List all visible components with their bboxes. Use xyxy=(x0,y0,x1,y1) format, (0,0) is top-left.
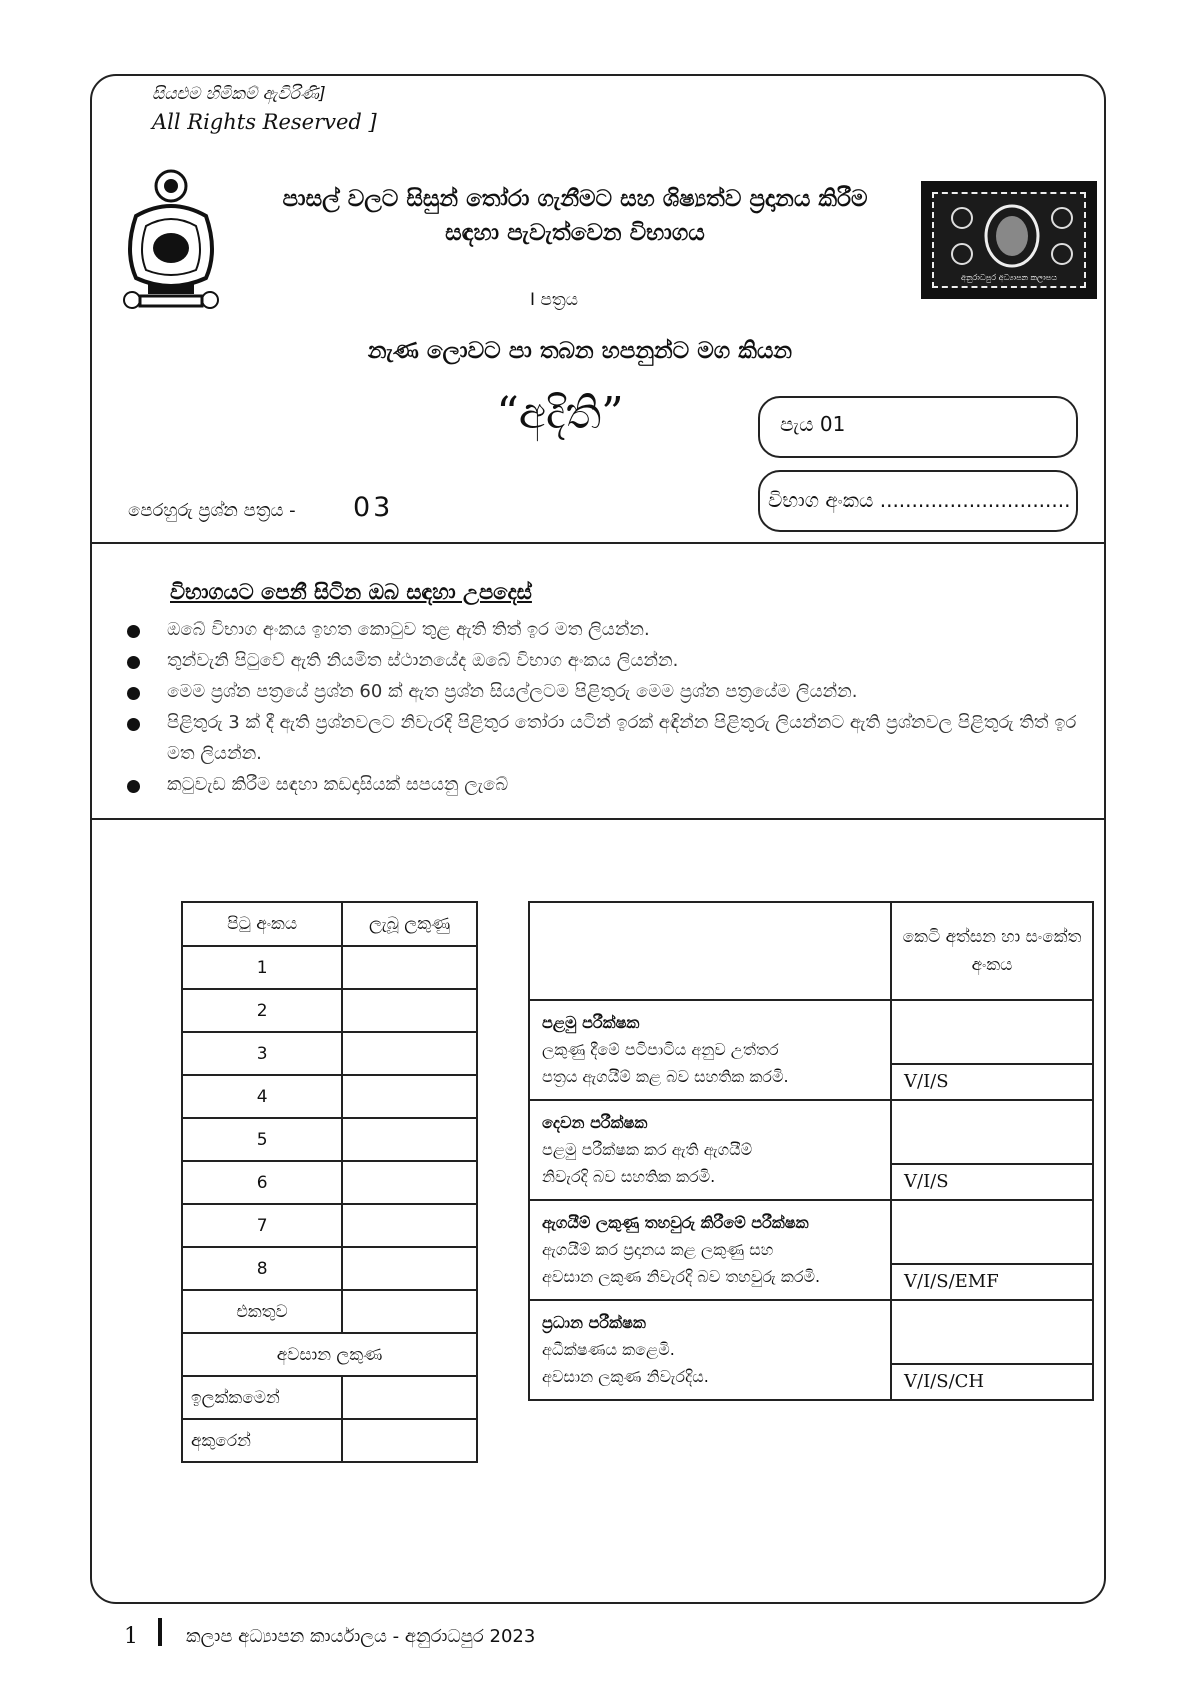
table-row xyxy=(182,1333,477,1376)
bullet-icon xyxy=(127,687,140,700)
page-number-cell: 2 xyxy=(182,989,342,1032)
column-header-marks: ලැබූ ලකුණු xyxy=(342,902,477,946)
symbol-code: V/I/S/CH xyxy=(891,1364,1093,1400)
examiner-line: ලකුණු දීමේ පටිපාටිය අනුව උත්තර xyxy=(542,1040,779,1059)
examiner-line: පළමු පරීක්ෂක කර ඇති ඇගයීම් xyxy=(542,1140,753,1159)
table-row xyxy=(529,1300,1093,1364)
list-item xyxy=(125,676,1085,707)
marks-cell[interactable] xyxy=(342,1075,477,1118)
bullet-icon xyxy=(127,718,140,731)
examiner-title: දෙවන පරීක්ෂක xyxy=(542,1113,648,1132)
examiner-line: ඇගයීම් කර ප්‍රදානය කළ ලකුණු සහ xyxy=(542,1240,774,1259)
examiner-line: අවසාන ලකුණ නිවැරදිය. xyxy=(542,1367,709,1386)
page-number-cell: 3 xyxy=(182,1032,342,1075)
marks-cell[interactable] xyxy=(342,1032,477,1075)
in-numbers-cell[interactable] xyxy=(342,1376,477,1419)
brand-title: “අදිති” xyxy=(496,388,624,439)
total-label: එකතුව xyxy=(182,1290,342,1333)
table-row xyxy=(182,1204,477,1247)
examiner-desc xyxy=(529,1100,891,1200)
divider xyxy=(90,818,1106,820)
table-row xyxy=(182,1290,477,1333)
bullet-icon xyxy=(127,780,140,793)
examiner-line: නිවැරදි බව සහතික කරමි. xyxy=(542,1167,716,1186)
model-paper-label: පෙරහුරු ප්‍රශ්න පත්‍රය - xyxy=(128,500,296,521)
page-number-cell: 4 xyxy=(182,1075,342,1118)
marks-cell[interactable] xyxy=(342,946,477,989)
marks-cell[interactable] xyxy=(342,1118,477,1161)
paper-number: I පත්‍රය xyxy=(530,290,578,310)
table-row xyxy=(182,1032,477,1075)
table-row xyxy=(182,1075,477,1118)
examiner-table xyxy=(528,901,1094,1401)
exam-title-line1: පාසල් වලට සිසුන් තෝරා ගැනීමට සහ ශිෂ්‍යත්ව ප්‍රදානය කිරීම xyxy=(282,186,868,212)
in-words-cell[interactable] xyxy=(342,1419,477,1462)
table-row xyxy=(182,1247,477,1290)
in-numbers-label: ඉලක්කමෙන් xyxy=(182,1376,342,1419)
national-emblem-icon xyxy=(118,166,224,316)
table-row xyxy=(182,1118,477,1161)
examiner-desc xyxy=(529,1200,891,1300)
symbol-code: V/I/S xyxy=(891,1164,1093,1200)
table-row xyxy=(182,1419,477,1462)
footer-divider xyxy=(158,1618,162,1646)
page-number-cell: 1 xyxy=(182,946,342,989)
marks-cell[interactable] xyxy=(342,989,477,1032)
footer-office: කලාප අධ්‍යාපන කාර්යාලය - අනුරාධපුර 2023 xyxy=(186,1626,536,1647)
index-number-box[interactable]: විභාග අංකය .............................. xyxy=(758,470,1078,532)
in-words-label: අකුරෙන් xyxy=(182,1419,342,1462)
symbol-code: V/I/S/EMF xyxy=(891,1264,1093,1300)
list-item xyxy=(125,614,1085,645)
rights-english: All Rights Reserved ] xyxy=(152,110,377,134)
marks-cell[interactable] xyxy=(342,1161,477,1204)
zonal-office-seal xyxy=(921,181,1097,299)
model-paper-number: 03 xyxy=(353,492,394,523)
instruction-text: තුන්වැනි පිටුවේ ඇති නියමිත ස්ථානයේද ඔබේ විභාග අංකය ලියන්න. xyxy=(167,650,679,671)
table-header xyxy=(182,902,477,946)
signature-cell[interactable] xyxy=(891,1000,1093,1064)
list-item xyxy=(125,769,1085,800)
marks-table xyxy=(181,901,478,1463)
examiner-desc xyxy=(529,1000,891,1100)
table-row xyxy=(529,1100,1093,1164)
examiner-line: අවසාන ලකුණ නිවැරදි බව තහවුරු කරමි. xyxy=(542,1267,821,1286)
page-number: 1 xyxy=(124,1624,138,1649)
divider xyxy=(90,542,1106,544)
table-row xyxy=(182,1161,477,1204)
examiner-line: පත්‍රය ඇගයීම් කළ බව සහතික කරමි. xyxy=(542,1067,789,1086)
examiner-title: පළමු පරීක්ෂක xyxy=(542,1013,640,1032)
table-row xyxy=(529,1200,1093,1264)
marks-cell[interactable] xyxy=(342,1247,477,1290)
instruction-text: ඔබේ විභාග අංකය ඉහත කොටුව තුළ ඇති තිත් ඉර මත ලියන්න. xyxy=(167,619,650,640)
symbol-code: V/I/S xyxy=(891,1064,1093,1100)
instruction-text: පිළිතුරු 3 ක් දී ඇති ප්‍රශ්නවලට නිවැරදි පිළිතුර තෝරා යටින් ඉරක් අඳින්න පිළිතුරු ලියන්නට ඇති ප්‍රශ්නවල පිළිතුරු තිත් ඉර මත ලියන්න. xyxy=(167,712,1077,764)
table-row xyxy=(529,1000,1093,1064)
instruction-text: මෙම ප්‍රශ්න පත්‍රයේ ප්‍රශ්න 60 ක් ඇත ප්‍රශ්න සියල්ලටම පිළිතුරු මෙම ප්‍රශ්න පත්‍රයේම ලියන්න. xyxy=(167,681,858,702)
page-number-cell: 6 xyxy=(182,1161,342,1204)
page-number-cell: 7 xyxy=(182,1204,342,1247)
header-empty-cell xyxy=(529,902,891,1000)
bullet-icon xyxy=(127,625,140,638)
total-cell[interactable] xyxy=(342,1290,477,1333)
tagline: නැණ ලොවට පා තබන හපනුන්ට මග කියන xyxy=(367,338,793,364)
seal-caption: අනුරාධපුර අධ්‍යාපන කලාපය xyxy=(961,273,1057,282)
signature-header: කෙටි අත්සන හා සංකේත අංකය xyxy=(891,902,1093,1000)
rights-sinhala: සියළුම හිමිකම් ඇවිරිණි] xyxy=(152,84,326,104)
signature-cell[interactable] xyxy=(891,1300,1093,1364)
page-number-cell: 5 xyxy=(182,1118,342,1161)
examiner-title: ඇගයීම් ලකුණු තහවුරු කිරීමේ පරීක්ෂක xyxy=(542,1213,809,1232)
examiner-title: ප්‍රධාන පරීක්ෂක xyxy=(542,1313,646,1332)
column-header-page: පිටු අංකය xyxy=(182,902,342,946)
list-item xyxy=(125,707,1085,769)
instruction-text: කටුවැඩ කිරීම සඳහා කඩදාසියක් සපයනු ලැබේ xyxy=(167,774,509,795)
seal-emblem-icon xyxy=(934,194,1090,276)
marks-cell[interactable] xyxy=(342,1204,477,1247)
examiner-desc xyxy=(529,1300,891,1400)
exam-title-line2: සඳහා පැවැත්වෙන විභාගය xyxy=(445,220,705,246)
instructions-list xyxy=(125,614,1085,800)
page-number-cell: 8 xyxy=(182,1247,342,1290)
examiner-line: අධීක්ෂණය කළෙමි. xyxy=(542,1340,675,1359)
final-marks-label: අවසාන ලකුණ xyxy=(182,1333,477,1376)
table-row xyxy=(182,946,477,989)
bullet-icon xyxy=(127,656,140,669)
signature-cell[interactable] xyxy=(891,1200,1093,1264)
table-row xyxy=(182,989,477,1032)
table-header xyxy=(529,902,1093,1000)
hours-box: පැය 01 xyxy=(758,396,1078,458)
signature-cell[interactable] xyxy=(891,1100,1093,1164)
list-item xyxy=(125,645,1085,676)
instructions-heading: විභාගයට පෙනී සිටින ඔබ සඳහා උපදෙස් xyxy=(170,580,532,604)
table-row xyxy=(182,1376,477,1419)
